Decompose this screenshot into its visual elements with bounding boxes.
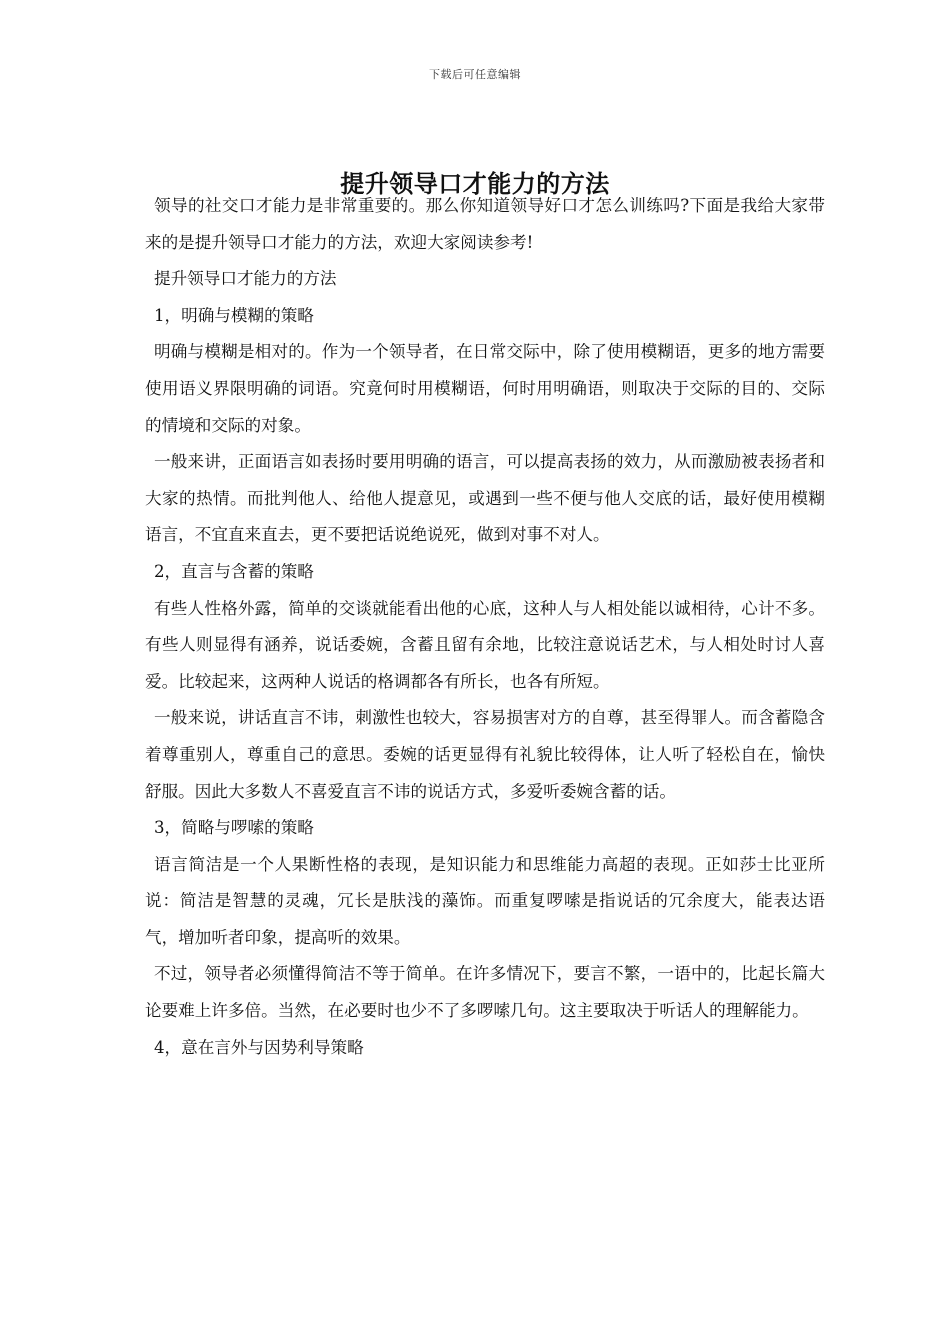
document-body (145, 188, 825, 1066)
body-paragraph: 语言简洁是一个人果断性格的表现，是知识能力和思维能力高超的表现。正如莎士比亚所说：简洁是智慧的灵魂，冗长是肤浅的藻饰。而重复啰嗦是指说话的冗余度大，能表达语气，增加听者印象，提高听的效果。 (145, 854, 825, 947)
strategy-heading-2: 2，直言与含蓄的策略 (154, 561, 314, 581)
body-paragraph: 明确与模糊是相对的。作为一个领导者，在日常交际中，除了使用模糊语，更多的地方需要使用语义界限明确的词语。究竟何时用模糊语，何时用明确语，则取决于交际的目的、交际的情境和交际的对象。 (145, 342, 825, 435)
intro-paragraph: 领导的社交口才能力是非常重要的。那么你知道领导好口才怎么训练吗?下面是我给大家带来的是提升领导口才能力的方法，欢迎大家阅读参考! (145, 196, 825, 252)
section-heading: 提升领导口才能力的方法 (154, 269, 337, 289)
strategy-heading-1: 1，明确与模糊的策略 (154, 305, 314, 325)
body-paragraph: 一般来讲，正面语言如表扬时要用明确的语言，可以提高表扬的效力，从而激励被表扬者和大家的热情。而批判他人、给他人提意见，或遇到一些不便与他人交底的话，最好使用模糊语言，不宜直来直去，更不要把话说绝说死，做到对事不对人。 (145, 452, 825, 545)
body-paragraph: 不过，领导者必须懂得简洁不等于简单。在许多情况下，要言不繁，一语中的，比起长篇大论要难上许多倍。当然，在必要时也少不了多啰嗦几句。这主要取决于听话人的理解能力。 (145, 964, 825, 1021)
strategy-heading-4: 4，意在言外与因势利导策略 (154, 1037, 364, 1057)
strategy-heading-3: 3，简略与啰嗦的策略 (154, 818, 314, 838)
header-note: 下载后可任意编辑 (429, 68, 521, 81)
body-paragraph: 一般来说，讲话直言不讳，刺激性也较大，容易损害对方的自尊，甚至得罪人。而含蓄隐含着尊重别人，尊重自己的意思。委婉的话更显得有礼貌比较得体，让人听了轻松自在，愉快舒服。因此大多数人不喜爱直言不讳的说话方式，多爱听委婉含蓄的话。 (145, 708, 825, 801)
body-paragraph: 有些人性格外露，简单的交谈就能看出他的心底，这种人与人相处能以诚相待，心计不多。有些人则显得有涵养，说话委婉，含蓄且留有余地，比较注意说话艺术，与人相处时讨人喜爱。比较起来，这两种人说话的格调都各有所长，也各有所短。 (145, 598, 825, 691)
page-title: 提升领导口才能力的方法 (340, 169, 610, 199)
